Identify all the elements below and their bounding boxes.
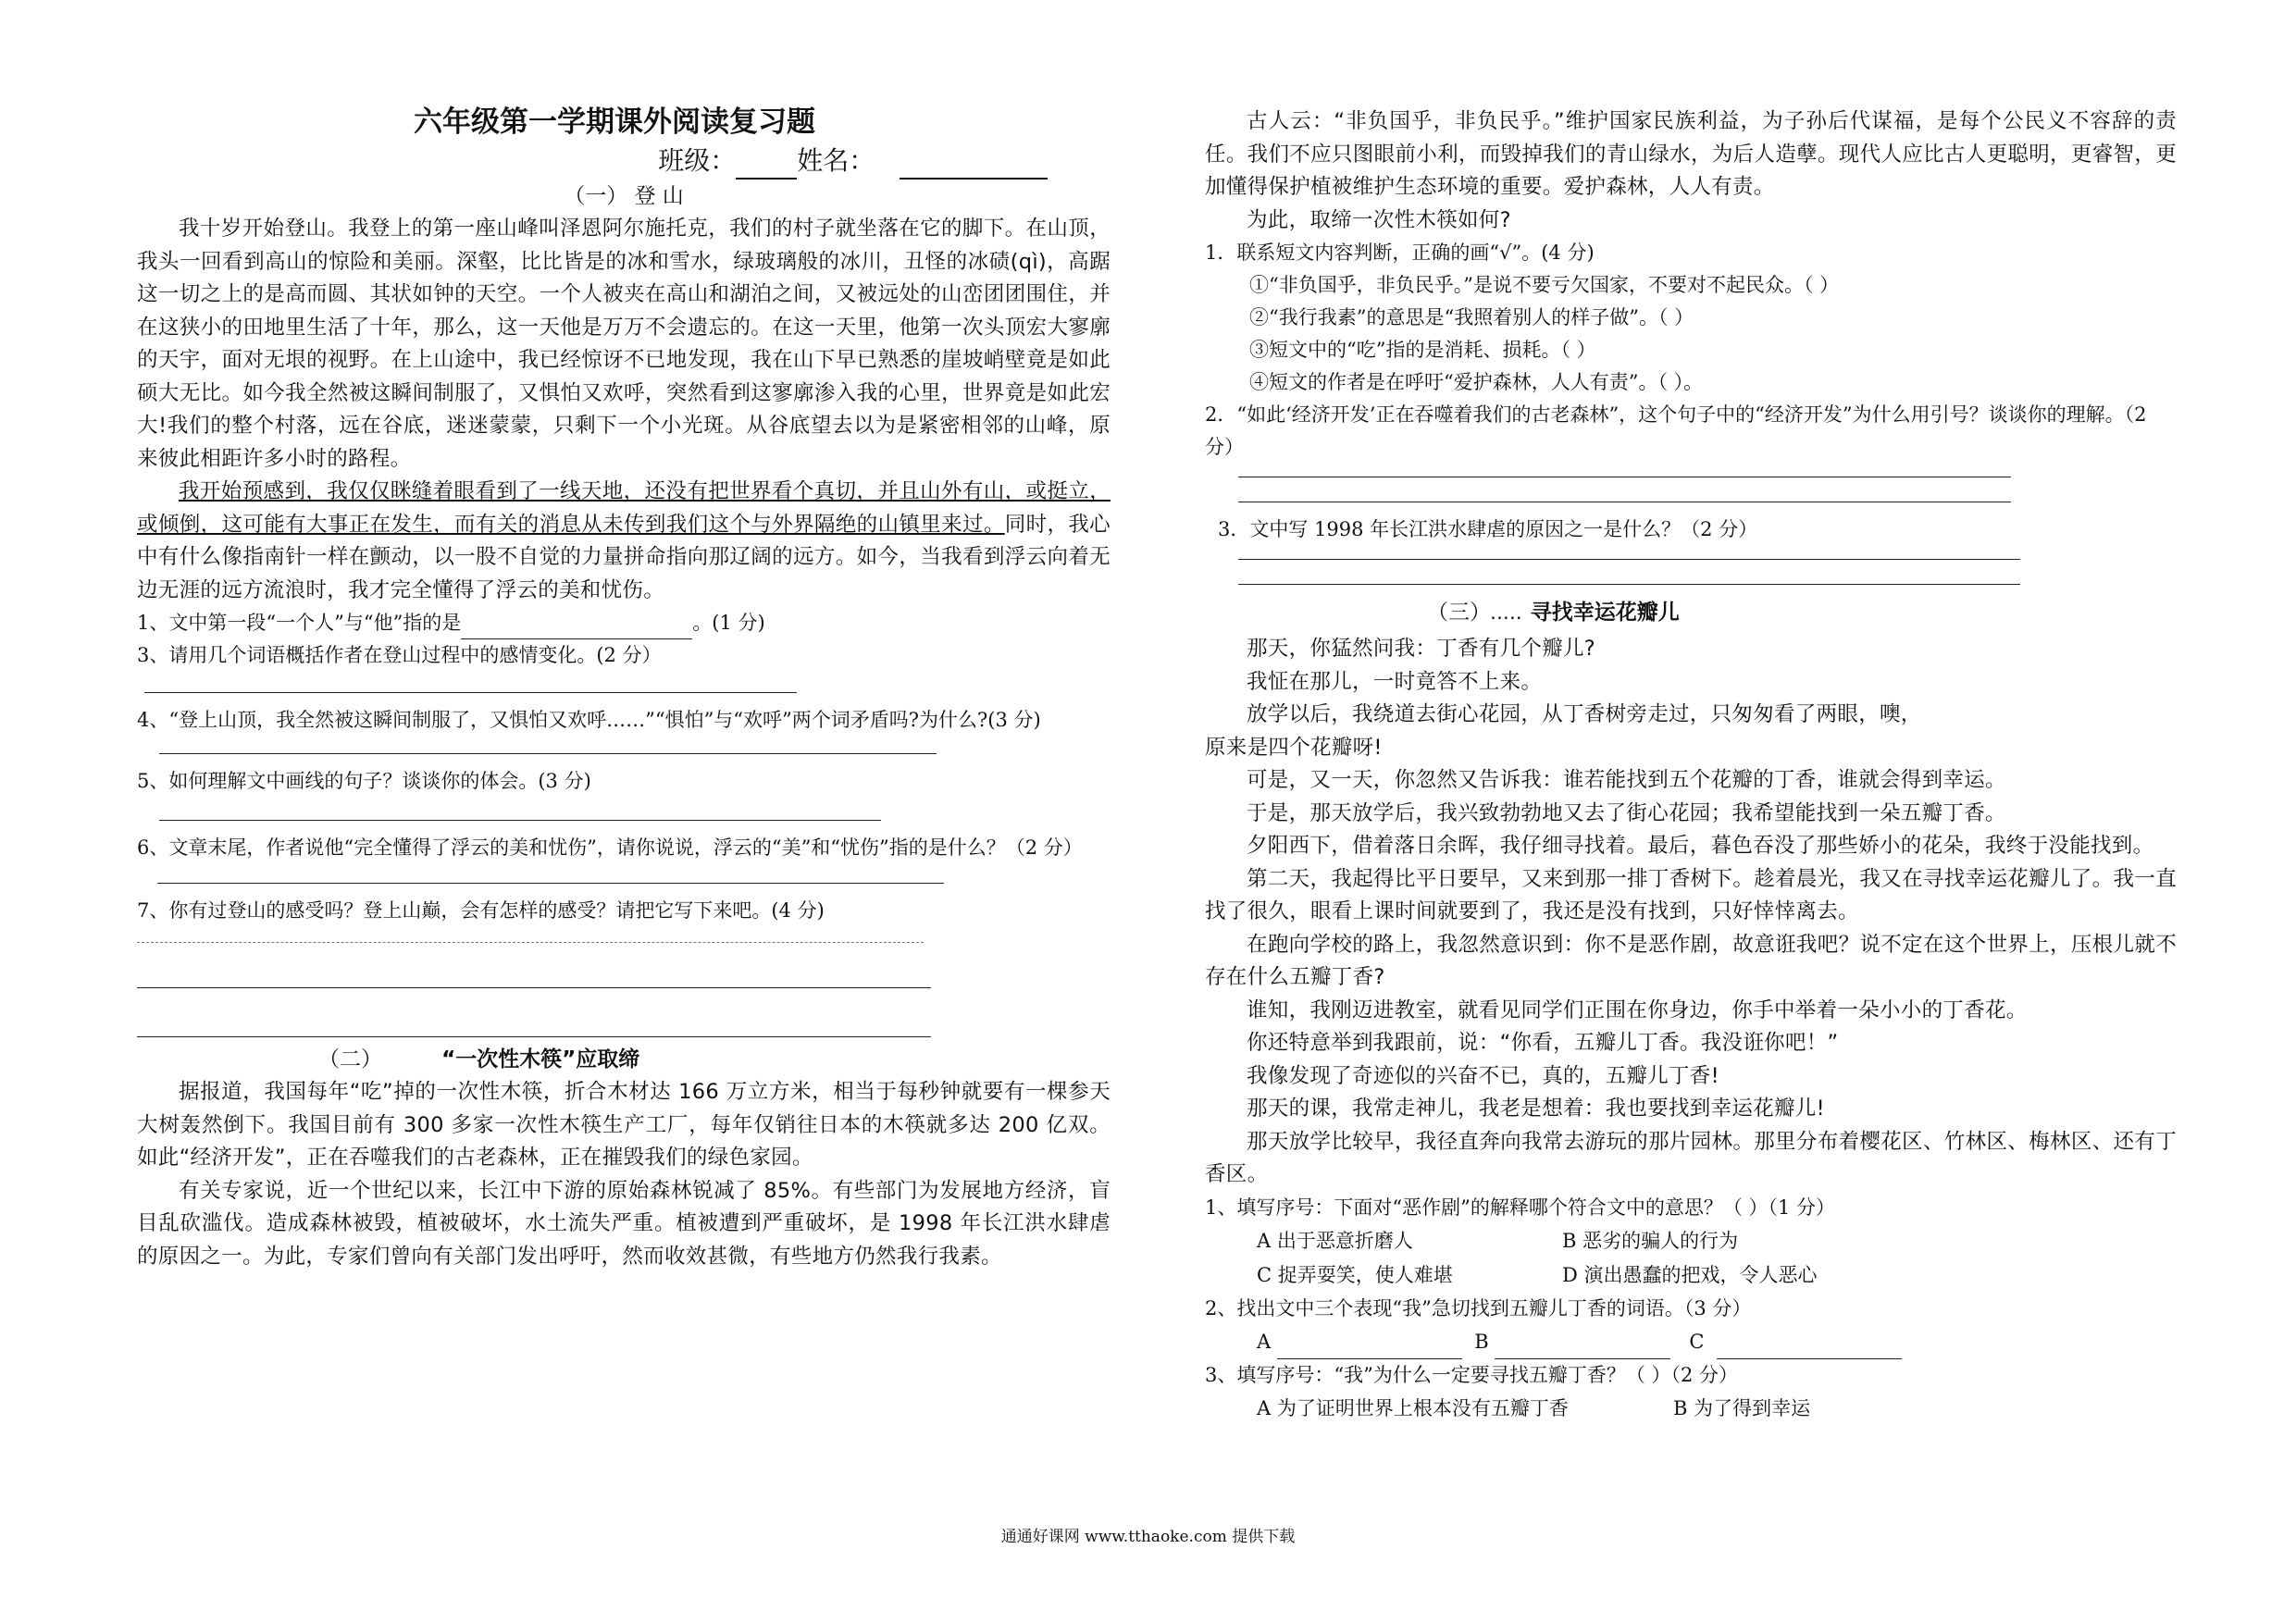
answer-line[interactable] bbox=[159, 798, 881, 821]
answer-line[interactable] bbox=[1238, 489, 2011, 502]
s2-question-1: 1．联系短文内容判断，正确的画“√”。(4 分) bbox=[1205, 242, 1595, 264]
answer-line[interactable] bbox=[1238, 571, 2020, 585]
s3-question-3: 3、填写序号：“我”为什么一定要寻找五瓣丁香？（ ）（2 分） bbox=[1205, 1363, 1739, 1386]
s2-question-1-item: ④短文的作者是在呼吁“爱护森林，人人有责”。（ ）。 bbox=[1249, 371, 1704, 393]
question-1-text: 1、文中第一段“一个人”与“他”指的是 bbox=[137, 612, 462, 634]
section2-paragraph-4: 为此，取缔一次性木筷如何? bbox=[1247, 207, 1511, 232]
s2-question-1-item: ②“我行我素”的意思是“我照着别人的样子做”。（ ） bbox=[1249, 306, 1694, 328]
section1-paragraph-1: 我十岁开始登山。我登上的第一座山峰叫泽恩阿尔施托克，我们的村子就坐落在它的脚下。在山顶，我头一回看到高山的惊险和美丽。深壑，比比皆是的冰和雪水，绿玻璃般的冰川，丑怪的冰碛(qì)，高踞这一切之上的是高而圆、其状如钟的天空。一个人被夹在高山和湖泊之间，又被远处的山峦团团围住，并在这狭小的田地里生活了十年，那么，这一天他是万万不会遗忘的。在这一天里，他第一次头顶宏大寥廓的天宇，面对无垠的视野。在上山途中，我已经惊讶不已地发现，我在山下早已熟悉的崖坡峭壁竟是如此硕大无比。如今我全然被这瞬间制服了，又惧怕又欢呼，突然看到这寥廓渗入我的心里，世界竟是如此宏大!我们的整个村落，远在谷底，迷迷蒙蒙，只剩下一个小光斑。从谷底望去以为是紧密相邻的山峰，原来彼此相距许多小时的路程。 bbox=[137, 217, 1111, 471]
section3-paragraph: 那天放学比较早，我径直奔向我常去游玩的那片园林。那里分布着樱花区、竹林区、梅林区、还有丁香区。 bbox=[1205, 1129, 2177, 1186]
section3-paragraph: 谁知，我刚迈进教室，就看见同学们正围在你身边，你手中举着一朵小小的丁香花。 bbox=[1247, 997, 2028, 1022]
s3-question-1: 1、填写序号：下面对“恶作剧”的解释哪个符合文中的意思？（ ）（1 分） bbox=[1205, 1196, 1836, 1219]
option-a[interactable]: A 为了证明世界上根本没有五瓣丁香 bbox=[1257, 1396, 1569, 1419]
student-info bbox=[137, 142, 1111, 180]
section3-title: 寻找幸运花瓣儿 bbox=[1530, 601, 1680, 625]
s3-question-1-options bbox=[1205, 1224, 2177, 1258]
section3-paragraph: 你还特意举到我跟前，说：“你看，五瓣儿丁香。我没诳你吧！” bbox=[1247, 1031, 1839, 1055]
option-b[interactable]: B 为了得到幸运 bbox=[1673, 1396, 1811, 1419]
question-5: 5、如何理解文中画线的句子？谈谈你的体会。(3 分) bbox=[137, 770, 591, 792]
s3-question-3-options bbox=[1205, 1392, 2177, 1426]
answer-line[interactable] bbox=[1238, 464, 2011, 477]
class-label: 班级： bbox=[658, 145, 737, 176]
answer-blank[interactable] bbox=[461, 614, 692, 639]
section3-paragraph: 放学以后，我绕道去街心花园，从丁香树旁走过，只匆匆看了两眼，噢， bbox=[1247, 702, 1922, 726]
section3-paragraph: 原来是四个花瓣呀! bbox=[1205, 735, 1383, 760]
paragraph-2-rest: 同时，我心中有什么像指南针一样在颤动，以一股不自觉的力量拼命指向那辽阔的远方。如今，当我看到浮云向着无边无涯的远方流浪时，我才完全懂得了浮云的美和忧伤。 bbox=[137, 512, 1111, 602]
answer-line[interactable] bbox=[144, 672, 797, 693]
section3-paragraph: 在跑向学校的路上，我忽然意识到：你不是恶作剧，故意诳我吧？说不定在这个世界上，压根儿就不存在什么五瓣丁香? bbox=[1205, 932, 2177, 989]
question-6: 6、文章末尾，作者说他“完全懂得了浮云的美和忧伤”，请你说说，浮云的“美”和“忧伤”指的是什么？（2 分） bbox=[137, 836, 1083, 859]
blank-label-b: B bbox=[1474, 1330, 1489, 1353]
question-1-points: 。(1 分) bbox=[692, 612, 765, 634]
option-d[interactable]: D 演出愚蠢的把戏，令人恶心 bbox=[1562, 1263, 1818, 1286]
s2-question-1-item: ③短文中的“吃”指的是消耗、损耗。（ ） bbox=[1249, 339, 1596, 361]
s2-question-1-item: ①“非负国乎，非负民乎。”是说不要亏欠国家，不要对不起民众。（ ） bbox=[1249, 274, 1840, 296]
section2-paragraph-1: 据报道，我国每年“吃”掉的一次性木筷，折合木材达 166 万立方米，相当于每秒钟就要有一棵参天大树轰然倒下。我国目前有 300 多家一次性木筷生产工厂，每年仅销往日本的木筷就多达 200 亿双。如此“经济开发”，正在吞噬我们的古老森林，正在摧毁我们的绿色家园。 bbox=[137, 1080, 1111, 1170]
answer-line[interactable] bbox=[137, 927, 924, 943]
section1-heading: （一） 登 山 bbox=[564, 184, 684, 208]
section3-paragraph: 我像发现了奇迹似的兴奋不已，真的，五瓣儿丁香! bbox=[1247, 1063, 1719, 1088]
section3-paragraph: 可是，又一天，你忽然又告诉我：谁若能找到五个花瓣的丁香，谁就会得到幸运。 bbox=[1247, 768, 2006, 792]
section2-title: “一次性木筷”应取缔 bbox=[441, 1047, 640, 1072]
s2-question-2: 2．“如此‘经济开发’正在吞噬着我们的古老森林”，这个句子中的“经济开发”为什么用引号？谈谈你的理解。（2 分） bbox=[1205, 403, 2147, 458]
section3-paragraph: 那天，你猛然问我：丁香有几个瓣儿? bbox=[1247, 637, 1596, 661]
question-3: 3、请用几个词语概括作者在登山过程中的感情变化。(2 分） bbox=[137, 644, 662, 666]
option-b[interactable]: B 恶劣的骗人的行为 bbox=[1562, 1229, 1739, 1252]
section3-paragraph: 我怔在那儿，一时竟答不上来。 bbox=[1247, 669, 1543, 694]
answer-line[interactable] bbox=[137, 999, 931, 1037]
s3-question-2-blanks bbox=[1205, 1325, 2177, 1359]
section3-paragraph: 那天的课，我常走神儿，我老是想着：我也要找到幸运花瓣儿! bbox=[1247, 1096, 1825, 1121]
underlined-sentence: 我开始预感到，我仅仅眯缝着眼看到了一线天地，还没有把世界看个真切，并且山外有山，或挺立，或倾倒，这可能有大事正在发生，而有关的消息从未传到我们这个与外界隔绝的山镇里来过。 bbox=[137, 479, 1111, 537]
s3-question-2: 2、找出文中三个表现“我”急切找到五瓣儿丁香的词语。（3 分） bbox=[1205, 1296, 1752, 1319]
section1-paragraph-2 bbox=[137, 476, 1111, 607]
answer-line[interactable] bbox=[137, 952, 931, 988]
s2-question-3: 3．文中写 1998 年长江洪水肆虐的原因之一是什么？（2 分） bbox=[1218, 518, 1758, 540]
option-a[interactable]: A 出于恶意折磨人 bbox=[1257, 1229, 1413, 1252]
answer-blank[interactable] bbox=[1495, 1334, 1670, 1359]
section2-paragraph-2: 有关专家说，近一个世纪以来，长江中下游的原始森林锐减了 85%。有些部门为发展地方经济，盲目乱砍滥伐。造成森林被毁，植被破坏，水土流失严重。植被遭到严重破坏，是 1998 年长江洪水肆虐的原因之一。为此，专家们曾向有关部门发出呼吁，然而收效甚微，有些地方仍然我行我素。 bbox=[137, 1178, 1111, 1269]
answer-blank[interactable] bbox=[1277, 1334, 1462, 1359]
answer-line[interactable] bbox=[1238, 546, 2020, 560]
question-1 bbox=[137, 607, 1111, 639]
section3-number: （三） bbox=[1427, 601, 1491, 625]
s3-question-1-options bbox=[1205, 1258, 2177, 1293]
class-blank[interactable] bbox=[736, 152, 797, 180]
blank-label-a: A bbox=[1257, 1330, 1272, 1353]
blank-label-c: C bbox=[1689, 1330, 1705, 1353]
answer-blank[interactable] bbox=[1717, 1334, 1902, 1359]
right-column bbox=[1205, 105, 2177, 1426]
section3-paragraph: 第二天，我起得比平日要早，又来到那一排丁香树下。趁着晨光，我又在寻找幸运花瓣儿了。我一直找了很久，眼看上课时间就要到了，我还是没有找到，只好悻悻离去。 bbox=[1205, 866, 2177, 923]
section3-heading bbox=[1205, 596, 2177, 633]
section3-paragraph: 于是，那天放学后，我兴致勃勃地又去了街心花园；我希望能找到一朵五瓣丁香。 bbox=[1247, 800, 2006, 825]
name-blank[interactable] bbox=[900, 152, 1048, 180]
option-c[interactable]: C 捉弄耍笑，使人难堪 bbox=[1257, 1263, 1453, 1286]
left-column bbox=[137, 102, 1111, 1273]
answer-line[interactable] bbox=[159, 737, 937, 754]
section2-number: （二） bbox=[318, 1047, 382, 1072]
answer-line[interactable] bbox=[157, 864, 944, 884]
section3-dots: ..... bbox=[1491, 609, 1523, 623]
name-label: 姓名： bbox=[797, 145, 875, 176]
question-7: 7、你有过登山的感受吗？登上山巅，会有怎样的感受？请把它写下来吧。(4 分) bbox=[137, 899, 825, 922]
section3-paragraph: 夕阳西下，借着落日余晖，我仔细寻找着。最后，暮色吞没了那些娇小的花朵，我终于没能找到。 bbox=[1247, 834, 2154, 858]
section2-paragraph-3: 古人云：“非负国乎，非负民乎。”维护国家民族利益，为子孙后代谋福，是每个公民义不容辞的责任。我们不应只图眼前小利，而毁掉我们的青山绿水，为后人造孽。现代人应比古人更聪明，更睿智，更加懂得保护植被维护生态环境的重要。爱护森林，人人有责。 bbox=[1205, 109, 2177, 199]
page-title: 六年级第一学期课外阅读复习题 bbox=[414, 105, 815, 139]
footer-credit: 通通好课网 www.tthaoke.com 提供下载 bbox=[1000, 1528, 1296, 1546]
question-4: 4、“登上山顶，我全然被这瞬间制服了，又惧怕又欢呼……”“惧怕”与“欢呼”两个词矛盾吗?为什么?(3 分) bbox=[137, 709, 1041, 731]
section2-heading bbox=[137, 1043, 1111, 1076]
